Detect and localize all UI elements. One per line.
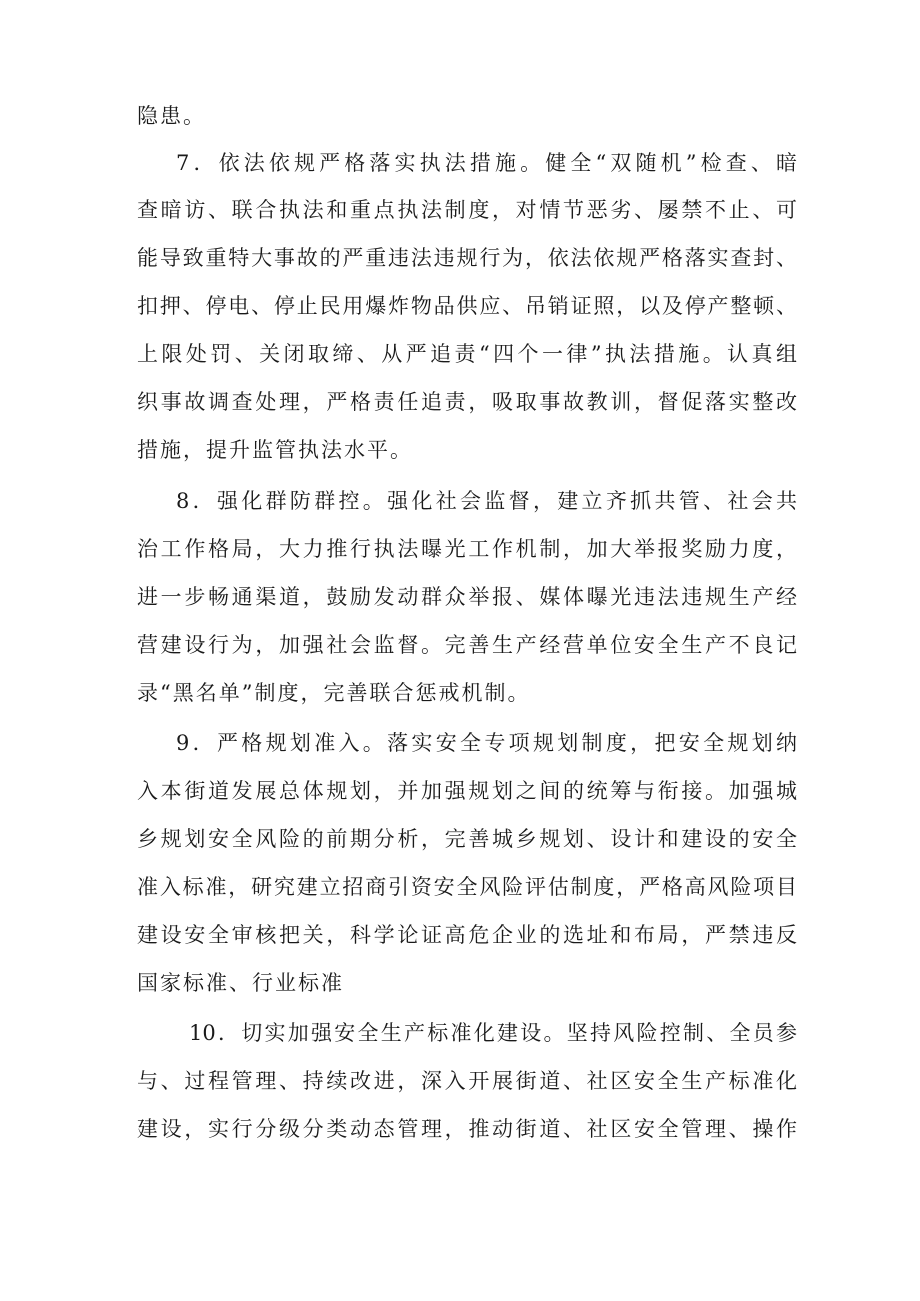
text-line: 与、过程管理、持续改进，深入开展街道、社区安全生产标准化 [137,1069,797,1093]
text-line: 营建设行为，加强社会监督。完善生产经营单位安全生产不良记 [137,633,797,657]
text-line: 建设安全审核把关，科学论证高危企业的选址和布局，严禁违反 [137,923,797,947]
paragraph-8-line: 8．强化群防群控。强化社会监督，建立齐抓共管、社会共 [176,489,797,513]
text-line: 国家标准、行业标准 [137,971,344,995]
text-line: 上限处罚、关闭取缔、从严追责“四个一律”执法措施。认真组 [137,342,797,366]
text-line: 建设，实行分级分类动态管理，推动街道、社区安全管理、操作 [137,1117,797,1141]
text-line: 准入标准，研究建立招商引资安全风险评估制度，严格高风险项目 [137,875,797,899]
text-line: 治工作格局，大力推行执法曝光工作机制，加大举报奖励力度， [137,537,797,561]
paragraph-10-line: 10．切实加强安全生产标准化建设。坚持风险控制、全员参 [189,1021,797,1045]
text-line: 入本街道发展总体规划，并加强规划之间的统筹与衔接。加强城 [137,779,797,803]
text-line: 查暗访、联合执法和重点执法制度，对情节恶劣、屡禁不止、可 [137,198,797,222]
text-line: 隐患。 [137,104,206,128]
text-line: 进一步畅通渠道，鼓励发动群众举报、媒体曝光违法违规生产经 [137,585,797,609]
text-line: 能导致重特大事故的严重违法违规行为，依法依规严格落实查封、 [137,246,797,270]
text-line: 扣押、停电、停止民用爆炸物品供应、吊销证照，以及停产整顿、 [137,294,797,318]
text-line: 措施，提升监管执法水平。 [137,438,413,462]
text-line: 乡规划安全风险的前期分析，完善城乡规划、设计和建设的安全 [137,827,797,851]
text-line: 录“黑名单”制度，完善联合惩戒机制。 [137,681,531,705]
paragraph-9-line: 9．严格规划准入。落实安全专项规划制度，把安全规划纳 [176,731,797,755]
text-line: 织事故调查处理，严格责任追责，吸取事故教训，督促落实整改 [137,390,797,414]
paragraph-7-line: 7．依法依规严格落实执法措施。健全“双随机”检查、暗 [176,151,797,175]
